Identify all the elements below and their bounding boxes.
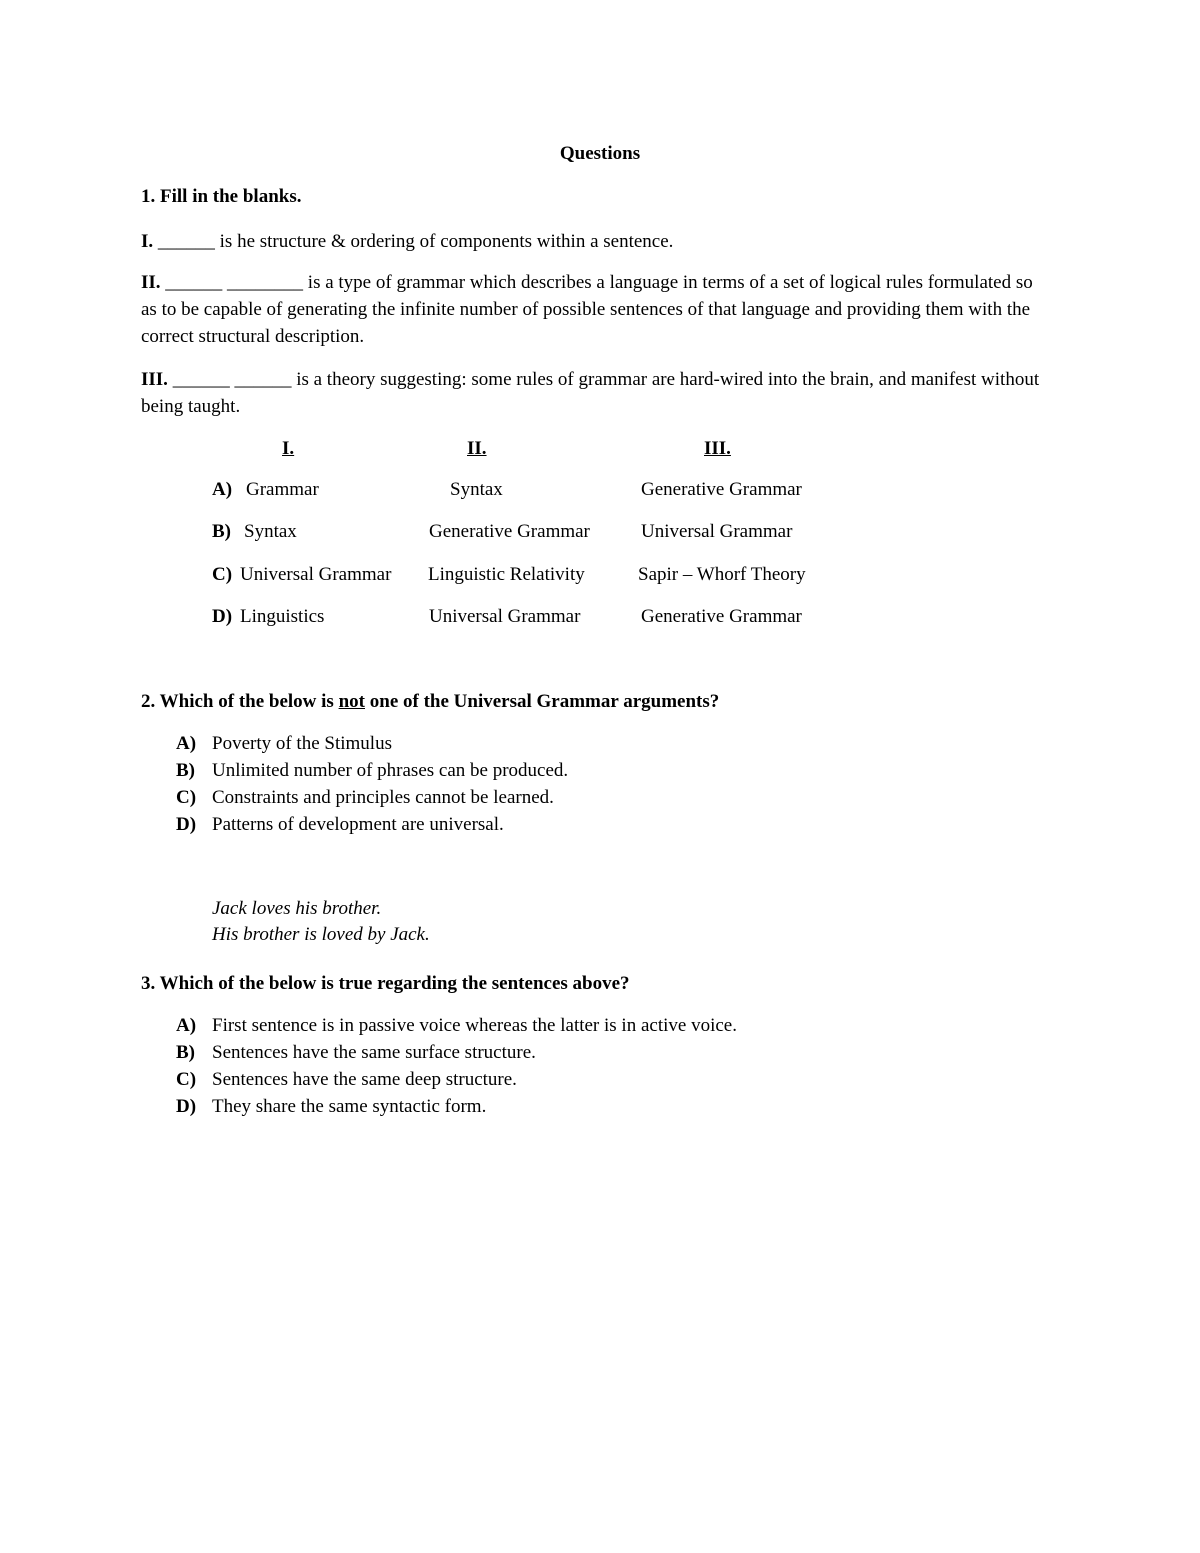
- option-col-i: Syntax: [244, 521, 297, 542]
- column-header-ii: II.: [467, 438, 487, 459]
- option-col-ii: Linguistic Relativity: [428, 564, 585, 585]
- option-letter: C): [212, 564, 233, 585]
- item-3-label: III.: [141, 369, 168, 390]
- option-letter: B): [212, 521, 231, 542]
- option-col-i: Universal Grammar: [240, 564, 392, 585]
- option-text: Constraints and principles cannot be learned.: [212, 787, 554, 808]
- column-header-i: I.: [282, 438, 295, 459]
- item-1-label: I.: [141, 231, 154, 252]
- option-letter: C): [176, 1069, 197, 1090]
- item-2-label: II.: [141, 272, 161, 293]
- column-header-iii: III.: [704, 438, 731, 459]
- example-sentence-2: His brother is loved by Jack.: [212, 924, 430, 945]
- example-sentence-1: Jack loves his brother.: [212, 898, 382, 919]
- option-text: Unlimited number of phrases can be produced.: [212, 760, 569, 781]
- option-col-iii: Generative Grammar: [641, 479, 802, 500]
- option-text: First sentence is in passive voice whereas the latter is in active voice.: [212, 1015, 737, 1036]
- option-text: They share the same syntactic form.: [212, 1096, 487, 1117]
- option-text: Sentences have the same surface structure.: [212, 1042, 536, 1063]
- option-text: Patterns of development are universal.: [212, 814, 504, 835]
- option-col-i: Grammar: [246, 479, 319, 500]
- option-col-iii: Generative Grammar: [641, 606, 802, 627]
- page-title: Questions: [559, 143, 641, 164]
- option-letter: A): [176, 733, 197, 754]
- item-2-text: ______ ________ is a type of grammar which describes a language in terms of a set of logical rules formulated so as to be capable of generating the infinite number of possible sentences of that language and providing them with the correct structural description.: [141, 272, 1033, 347]
- option-col-ii: Syntax: [450, 479, 503, 500]
- option-col-iii: Sapir – Whorf Theory: [638, 564, 806, 585]
- option-col-iii: Universal Grammar: [641, 521, 793, 542]
- option-letter: D): [176, 1096, 197, 1117]
- option-col-ii: Universal Grammar: [429, 606, 581, 627]
- option-letter: B): [176, 760, 195, 781]
- option-letter: D): [212, 606, 233, 627]
- option-letter: A): [176, 1015, 197, 1036]
- item-1-text: ______ is he structure & ordering of components within a sentence.: [153, 231, 674, 252]
- option-letter: C): [176, 787, 197, 808]
- question-1-item-3: [141, 366, 1041, 420]
- question-3-heading: 3. Which of the below is true regarding the sentences above?: [141, 973, 630, 994]
- question-1-item-2: [141, 269, 1041, 350]
- q2-heading-post: one of the Universal Grammar arguments?: [365, 691, 720, 712]
- item-3-text: ______ ______ is a theory suggesting: some rules of grammar are hard-wired into the brain, and manifest without being taught.: [141, 369, 1040, 417]
- question-1-item-1: [141, 228, 1041, 255]
- option-letter: A): [212, 479, 233, 500]
- q2-heading-emphasis: not: [338, 691, 365, 712]
- q2-heading-pre: 2. Which of the below is: [141, 691, 339, 712]
- option-col-ii: Generative Grammar: [429, 521, 590, 542]
- option-letter: D): [176, 814, 197, 835]
- option-col-i: Linguistics: [240, 606, 325, 627]
- option-letter: B): [176, 1042, 195, 1063]
- question-2-heading: [141, 691, 719, 713]
- option-text: Poverty of the Stimulus: [212, 733, 392, 754]
- option-text: Sentences have the same deep structure.: [212, 1069, 517, 1090]
- question-1-heading: 1. Fill in the blanks.: [141, 186, 302, 207]
